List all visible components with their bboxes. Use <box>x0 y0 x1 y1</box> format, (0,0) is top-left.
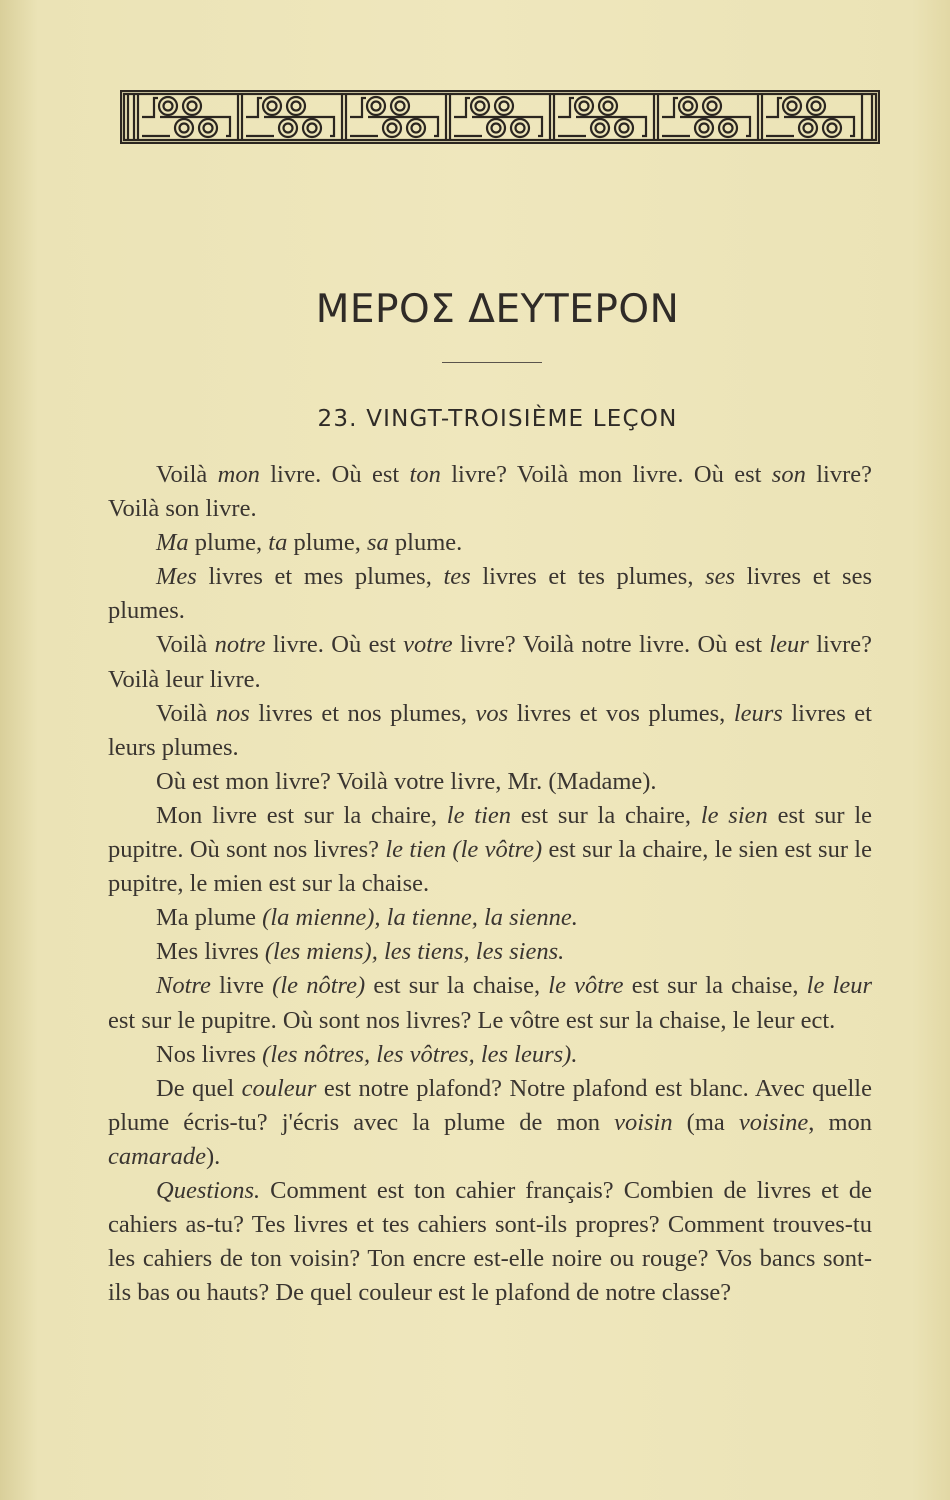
part-title: ΜΕΡΟΣ ΔΕΥΤΕΡΟΝ <box>315 287 680 332</box>
title-divider <box>442 362 542 363</box>
italic-text: camarade <box>108 1142 206 1170</box>
text-run: est sur le pupitre. Où sont nos livres? Le vôtre est sur la chaise, le leur ect. <box>108 1006 836 1034</box>
italic-text: Mes <box>156 563 197 591</box>
paragraph <box>108 799 872 901</box>
lesson-text <box>108 458 872 1310</box>
text-run: Mes livres <box>156 938 265 966</box>
text-run: (ma <box>672 1108 739 1136</box>
text-run: est sur la chaire, le sien est sur le pupitre, le mien est sur la chaise. <box>108 836 872 898</box>
italic-text: nos <box>215 699 250 727</box>
italic-text: Questions. <box>156 1176 261 1204</box>
paragraph <box>108 1038 872 1072</box>
text-run: Nos livres <box>156 1040 263 1068</box>
italic-text: le vôtre <box>548 972 624 1000</box>
italic-text: notre <box>214 631 266 659</box>
greek-key-ornament <box>120 90 880 144</box>
text-run: Ma plume <box>156 904 263 932</box>
italic-text: voisin <box>614 1108 673 1136</box>
text-run: est sur la chaire, <box>511 801 701 829</box>
text-run: livre. Où est <box>265 631 404 659</box>
paragraph <box>108 901 872 935</box>
text-run: livres et mes plumes, <box>196 563 444 591</box>
text-run: livres et tes plumes, <box>470 563 706 591</box>
paragraph <box>108 628 872 696</box>
text-run: livre <box>210 972 273 1000</box>
paragraph <box>108 458 872 526</box>
paragraph <box>108 969 872 1037</box>
text-run: livres et vos plumes, <box>508 699 734 727</box>
paragraph <box>108 697 872 765</box>
text-run: est sur le pupitre. Où sont nos livres? <box>108 801 873 864</box>
italic-text: Ma <box>156 529 189 557</box>
italic-text: ta <box>268 529 288 557</box>
italic-text: mon <box>217 461 260 488</box>
text-run: Comment est ton cahier français? Combien de livres et de cahiers as-tu? Tes livres et tes cahiers sont-ils propres? Comment trouves-tu les cahiers de ton voisin? Ton encre est-elle noire ou rouge? Vos bancs sont-ils bas ou hauts? De quel couleur est le plafond de notre classe? <box>108 1176 872 1307</box>
paragraph <box>108 526 872 560</box>
text-run: plume, <box>188 529 269 557</box>
italic-text: votre <box>403 631 453 659</box>
paragraph <box>108 1174 872 1310</box>
text-run: livres et ses plumes. <box>108 563 872 625</box>
italic-text: couleur <box>241 1074 317 1102</box>
text-run: livre? Voilà son livre. <box>108 461 872 523</box>
italic-text: ses <box>705 563 736 591</box>
paragraph <box>108 560 872 628</box>
text-run: livre? Voilà leur livre. <box>108 631 872 693</box>
italic-text: vos <box>475 699 509 727</box>
italic-text: (les nôtres, les vôtres, les leurs). <box>262 1040 578 1068</box>
text-run: ). <box>205 1142 221 1170</box>
text-run: Où est mon livre? Voilà votre livre, Mr. (Madame). <box>156 767 657 795</box>
text-run: est sur la chaise, <box>623 972 807 1000</box>
paragraph <box>108 1072 872 1174</box>
paragraph <box>108 765 872 799</box>
text-run: livre. Où est <box>259 461 410 488</box>
italic-text: (le nôtre) <box>272 972 366 1000</box>
text-run: plume, <box>287 529 367 557</box>
text-run: est notre plafond? Notre plafond est blanc. Avec quelle plume écris-tu? j'écris avec la plume de mon <box>108 1074 872 1136</box>
text-run: , mon <box>808 1108 873 1136</box>
text-run: livre? Voilà notre livre. Où est <box>452 631 770 659</box>
italic-text: son <box>771 461 806 488</box>
text-run: livre? Voilà mon livre. Où est <box>440 461 772 488</box>
italic-text: leurs <box>733 699 783 727</box>
italic-text: le tien <box>446 801 511 829</box>
italic-text: leur <box>769 631 809 659</box>
text-run: est sur la chaise, <box>365 972 549 1000</box>
italic-text: le sien <box>700 801 768 829</box>
text-run: Voilà <box>156 461 218 488</box>
paragraph <box>108 935 872 969</box>
italic-text: ton <box>409 461 441 488</box>
italic-text: tes <box>443 563 471 591</box>
text-run: livres et leurs plumes. <box>108 699 872 761</box>
italic-text: Notre <box>156 972 211 1000</box>
text-run: Voilà <box>156 699 216 727</box>
text-run: Mon livre est sur la chaire, <box>156 801 447 829</box>
italic-text: le leur <box>806 972 872 1000</box>
text-run: Voilà <box>156 631 215 659</box>
text-run: plume. <box>388 529 463 557</box>
text-run: livres et nos plumes, <box>249 699 476 727</box>
italic-text: (la mienne), la tienne, la sienne. <box>262 904 578 932</box>
lesson-title: 23. VINGT-TROISIÈME LEÇON <box>317 406 678 432</box>
italic-text: (les miens), les tiens, les siens. <box>264 938 565 966</box>
italic-text: le tien (le vôtre) <box>385 836 543 864</box>
text-run: De quel <box>156 1074 242 1102</box>
italic-text: voisine <box>738 1108 809 1136</box>
italic-text: sa <box>366 529 389 557</box>
